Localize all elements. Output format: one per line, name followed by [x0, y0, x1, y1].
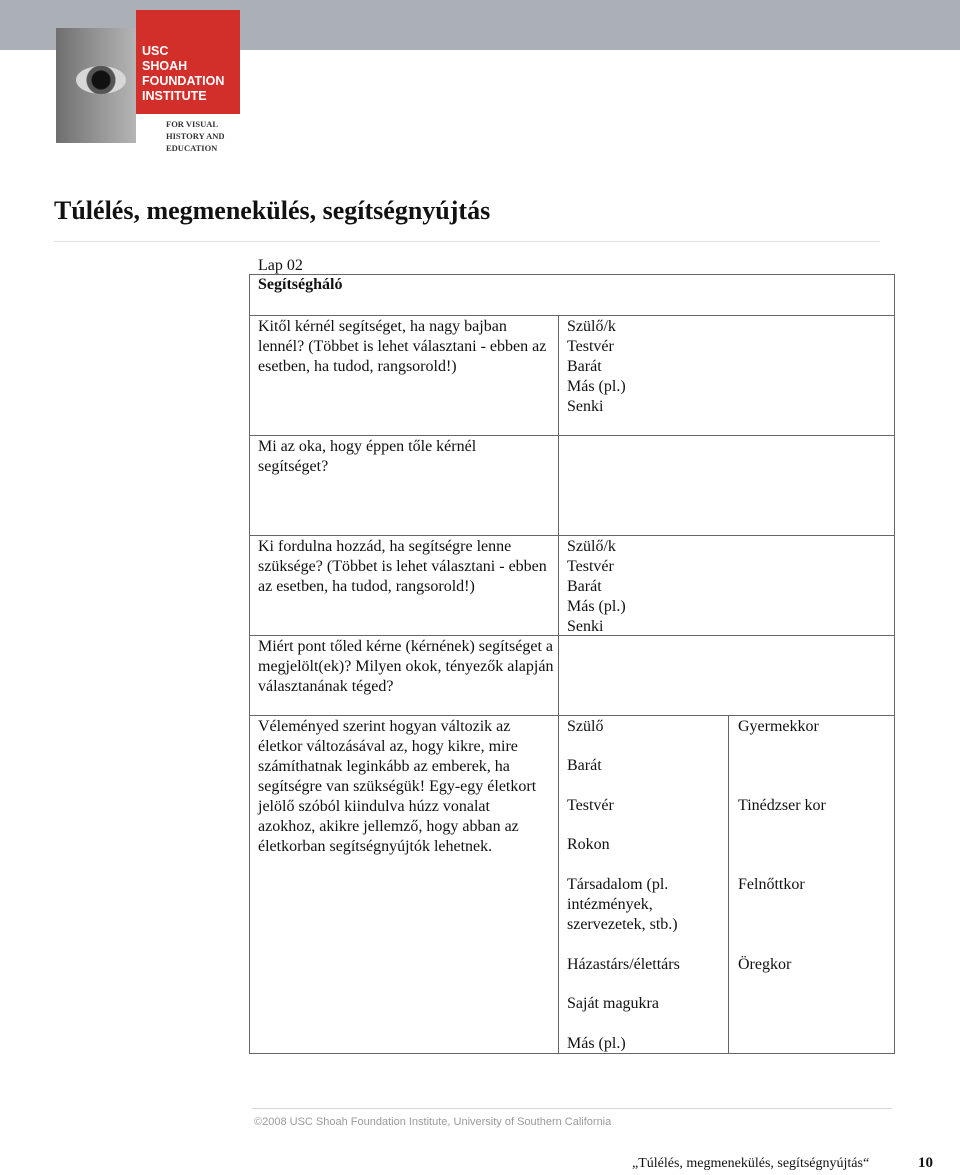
option-sibling: Testvér [567, 338, 614, 355]
question-who-would-you-ask: Kitől kérnél segítséget, ha nagy bajban lennél? (Többet is lehet választani - ebben az esetben, ha tudod, rangsorold!) [258, 318, 547, 375]
option-nobody: Senki [567, 618, 604, 635]
age-adulthood: Felnőttkor [738, 876, 805, 893]
row-q4-answer-cell [558, 635, 895, 716]
title-divider [54, 241, 880, 242]
option-nobody: Senki [567, 398, 604, 415]
q3-options-list [567, 537, 626, 637]
option-parent: Szülő/k [567, 538, 616, 555]
age-teenage: Tinédzser kor [738, 797, 826, 814]
running-footer-title: „Túlélés, megmenekülés, segítségnyújtás“ [632, 1156, 870, 1171]
question-why-them: Mi az oka, hogy éppen tőle kérnél segítséget? [258, 438, 477, 475]
helper-spouse: Házastárs/élettárs [567, 956, 680, 973]
copyright-notice: ©2008 USC Shoah Foundation Institute, University of Southern California [254, 1116, 612, 1128]
option-other: Más (pl.) [567, 378, 626, 395]
table-header-row [249, 274, 895, 316]
helper-parent: Szülő [567, 718, 604, 735]
option-friend: Barát [567, 358, 602, 375]
helper-sibling: Testvér [567, 797, 614, 814]
option-friend: Barát [567, 578, 602, 595]
question-who-would-ask-you: Ki fordulna hozzád, ha segítségre lenne szüksége? (Többet is lehet választani - ebben az esetben, ha tudod, rangsorold!) [258, 538, 547, 595]
logo-institute-name: USC SHOAH FOUNDATION INSTITUTE [142, 44, 225, 103]
q1-options-list [567, 317, 626, 417]
age-childhood: Gyermekkor [738, 718, 819, 735]
page-number: 10 [918, 1155, 933, 1171]
age-old-age: Öregkor [738, 956, 792, 973]
helper-society: Társadalom (pl. intézmények, szervezetek, stb.) [567, 876, 678, 933]
helper-friend: Barát [567, 757, 602, 774]
eye-image [56, 28, 136, 143]
helper-relative: Rokon [567, 836, 610, 853]
usc-shoah-logo [56, 10, 246, 160]
page-title: Túlélés, megmenekülés, segítségnyújtás [54, 196, 491, 225]
helper-themselves: Saját magukra [567, 995, 659, 1012]
option-sibling: Testvér [567, 558, 614, 575]
question-why-you: Miért pont tőled kérne (kérnének) segítséget a megjelölt(ek)? Milyen okok, tényezők alapján választanának téged? [258, 638, 554, 695]
row-q2-answer-cell [558, 435, 895, 536]
option-parent: Szülő/k [567, 318, 616, 335]
sheet-name: Segítségháló [258, 276, 343, 293]
question-age-change: Véleményed szerint hogyan változik az életkor változásával az, hogy kikre, mire számíthatnak leginkább az emberek, ha segítségre van szükségük! Egy-egy életkort jelölő szóból kiindulva húzz vonalat azokhoz, akikre jellemző, hogy abban az életkorban segítségnyújtók lehetnek. [258, 718, 537, 855]
logo-tagline: FOR VISUAL HISTORY AND EDUCATION [166, 119, 225, 153]
footer-divider [252, 1108, 892, 1109]
helper-other: Más (pl.) [567, 1035, 626, 1052]
option-other: Más (pl.) [567, 598, 626, 615]
sheet-number: Lap 02 [258, 257, 303, 274]
